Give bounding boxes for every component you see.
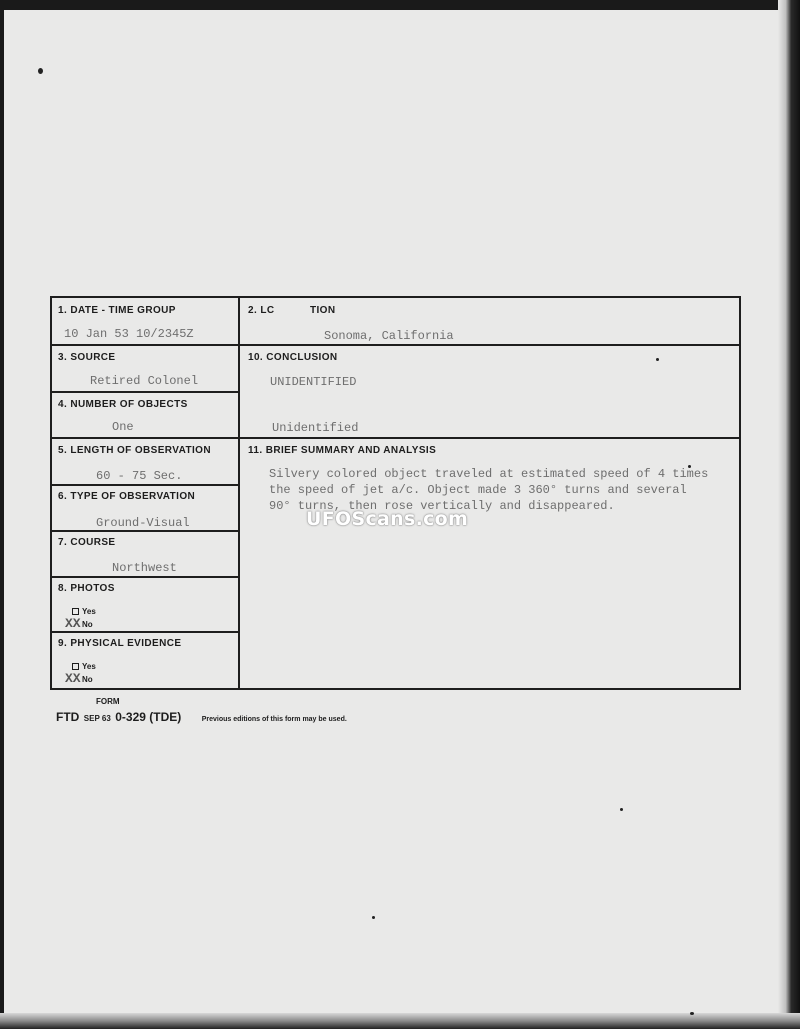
scan-speck [372, 916, 375, 919]
scan-edge-bottom [0, 1013, 800, 1029]
physical-evidence-yes-label: Yes [82, 662, 96, 671]
length-of-observation-label: 5. LENGTH OF OBSERVATION [58, 445, 211, 456]
row-divider [52, 484, 239, 486]
scan-speck [38, 68, 43, 74]
photos-no-label: No [82, 620, 93, 629]
number-of-objects-value: One [112, 420, 134, 434]
conclusion-label: 10. CONCLUSION [248, 352, 338, 363]
location-label-suffix: TION [310, 305, 336, 316]
summary-line: 90° turns, then rose vertically and disappeared. [269, 499, 615, 513]
summary-line: the speed of jet a/c. Object made 3 360° turns and several [269, 483, 687, 497]
summary-label: 11. BRIEF SUMMARY AND ANALYSIS [248, 445, 437, 456]
photos-yes-label: Yes [82, 607, 96, 616]
photos-label: 8. PHOTOS [58, 583, 115, 594]
location-label-prefix: 2. LC [248, 305, 275, 316]
row-divider [52, 576, 239, 578]
report-form [50, 296, 741, 690]
row-divider [52, 344, 741, 346]
check-mark-icon: XX [65, 671, 81, 686]
row-divider [52, 631, 239, 633]
date-time-group-label: 1. DATE - TIME GROUP [58, 305, 176, 316]
physical-evidence-no-label: No [82, 675, 93, 684]
location-value: Sonoma, California [324, 329, 454, 343]
conclusion-value: Unidentified [272, 421, 359, 435]
scan-speck [620, 808, 623, 811]
physical-evidence-yes-option [72, 662, 96, 671]
date-time-group-value: 10 Jan 53 10/2345Z [64, 327, 194, 341]
scan-edge-right [778, 0, 800, 1029]
footer-number: 0-329 (TDE) [115, 710, 182, 724]
footer-form-word: FORM [96, 697, 120, 706]
footer-code: FTD [56, 710, 80, 724]
row-divider [52, 437, 741, 439]
source-value: Retired Colonel [90, 374, 199, 388]
course-label: 7. COURSE [58, 537, 116, 548]
footer-date: SEP 63 [83, 714, 111, 723]
type-of-observation-value: Ground-Visual [96, 516, 190, 530]
check-mark-icon: XX [65, 616, 81, 631]
checkbox-icon [72, 608, 79, 615]
number-of-objects-label: 4. NUMBER OF OBJECTS [58, 399, 188, 410]
row-divider [52, 530, 239, 532]
length-of-observation-value: 60 - 75 Sec. [96, 469, 183, 483]
summary-line: Silvery colored object traveled at estimated speed of 4 times [269, 467, 709, 481]
scan-speck [690, 1012, 694, 1015]
photos-yes-option [72, 607, 96, 616]
physical-evidence-label: 9. PHYSICAL EVIDENCE [58, 638, 182, 649]
footer-form-id [56, 708, 347, 726]
course-value: Northwest [112, 561, 177, 575]
checkbox-icon [72, 663, 79, 670]
watermark: UFOScans.com [306, 508, 469, 530]
type-of-observation-label: 6. TYPE OF OBSERVATION [58, 491, 196, 502]
footer-note: Previous editions of this form may be used. [201, 716, 347, 723]
row-divider [52, 391, 239, 393]
source-label: 3. SOURCE [58, 352, 116, 363]
conclusion-stamp: UNIDENTIFIED [270, 375, 357, 389]
summary-text [269, 466, 739, 514]
